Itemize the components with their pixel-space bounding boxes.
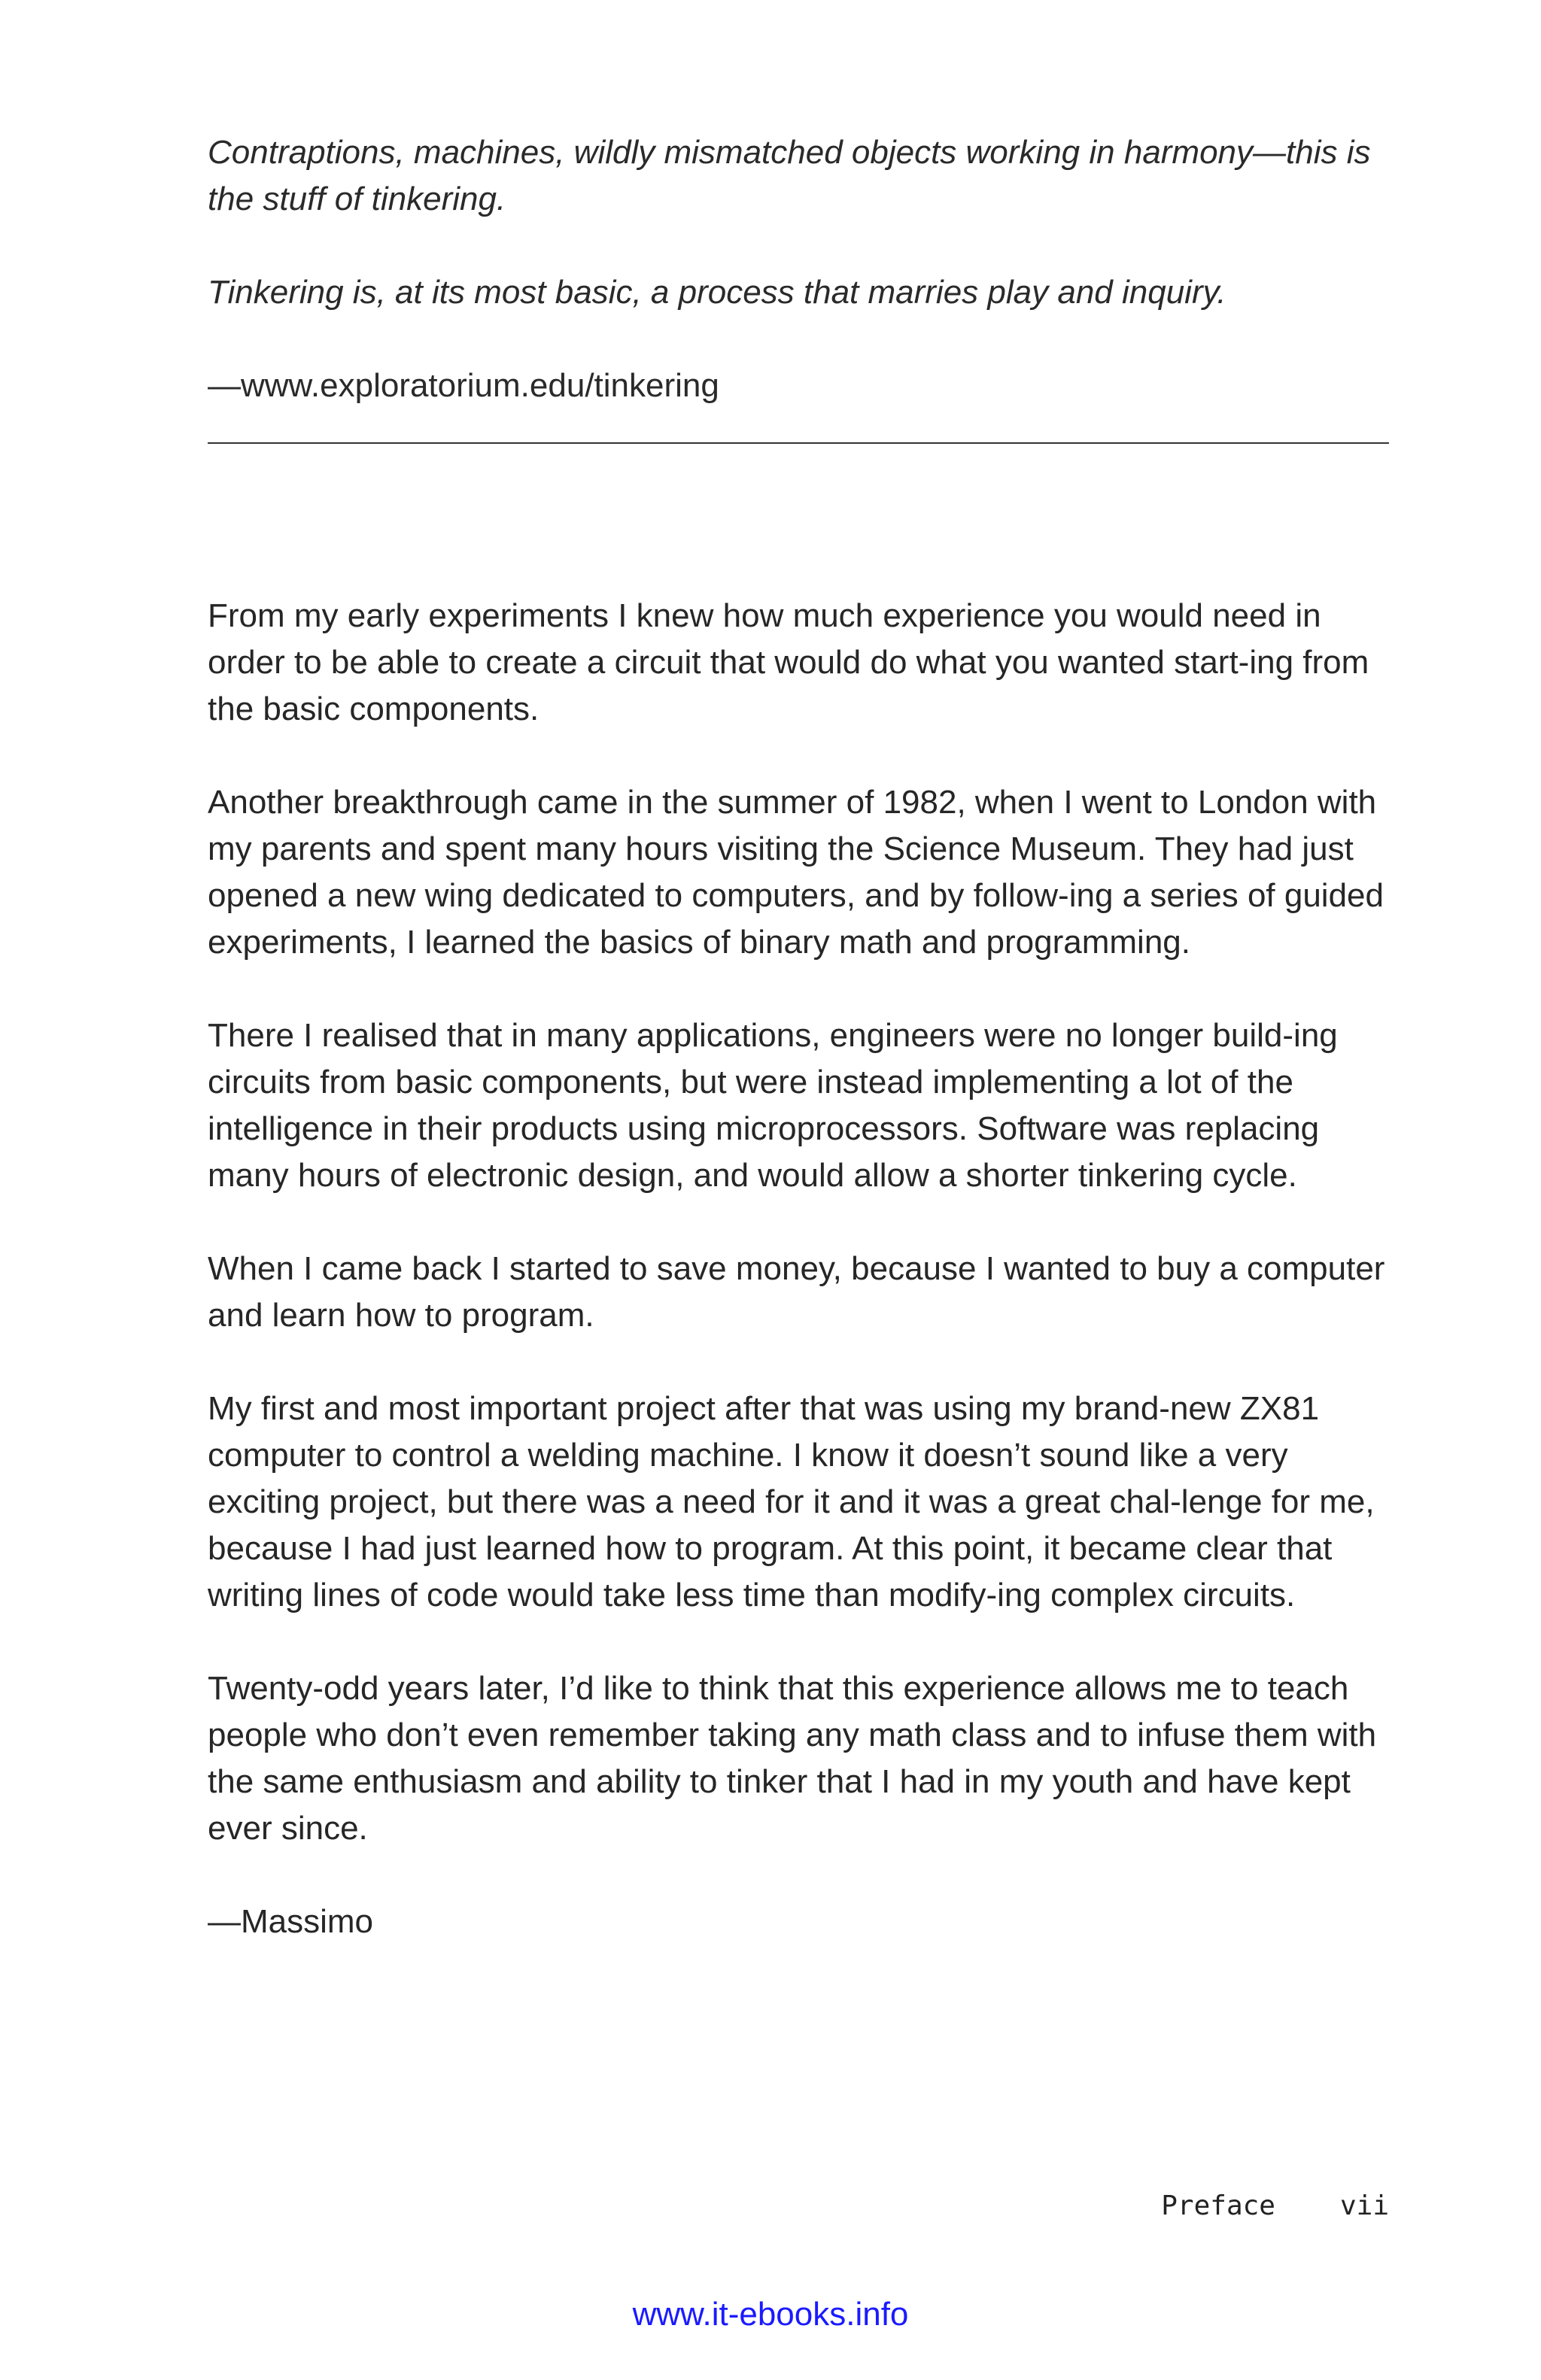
page-footer <box>1161 2190 1389 2221</box>
body-text <box>208 593 1389 1992</box>
paragraph: My first and most important project after that was using my brand-new ZX81 computer to control a welding machine. I know it doesn’t sound like a very exciting project, but there was a need for it and it was a great chal-lenge for me, because I had just learned how to program. At this point, it became clear that writing lines of code would take less time than modify-ing complex circuits. <box>208 1390 1375 1613</box>
paragraph: From my early experiments I knew how much experience you would need in order to be able to create a circuit that would do what you wanted start-ing from the basic components. <box>208 597 1369 727</box>
paragraph: When I came back I started to save money, because I wanted to buy a computer and learn how to program. <box>208 1250 1385 1334</box>
paragraph: Twenty-odd years later, I’d like to think that this experience allows me to teach people who don’t even remember taking any math class and to infuse them with the same enthusiasm and ability to tinker that I had in my youth and have kept ever since. <box>208 1670 1377 1847</box>
epigraph-line-1: Contraptions, machines, wildly mismatched objects working in harmony—this is the stuff of tinkering. <box>208 134 1371 217</box>
section-divider <box>208 442 1389 444</box>
page <box>208 0 1389 2380</box>
paragraph: There I realised that in many applications, engineers were no longer build-ing circuits from basic components, but were instead implementing a lot of the intelligence in their products using microprocessors. Software was replacing many hours of electronic design, and would allow a shorter tinkering cycle. <box>208 1017 1338 1194</box>
epigraph-line-2: Tinkering is, at its most basic, a process that marries play and inquiry. <box>208 274 1226 311</box>
watermark-link[interactable]: www.it-ebooks.info <box>632 2296 909 2333</box>
footer-page-number: vii <box>1339 2190 1389 2221</box>
epigraph-source: —www.exploratorium.edu/tinkering <box>208 367 719 404</box>
signature: —Massimo <box>208 1903 374 1940</box>
epigraph <box>208 129 1389 409</box>
paragraph: Another breakthrough came in the summer of 1982, when I went to London with my parents and spent many hours visiting the Science Museum. They had just opened a new wing dedicated to computers, and by follow-ing a series of guided experiments, I learned the basics of binary math and programming. <box>208 784 1384 961</box>
footer-section-name: Preface <box>1161 2190 1275 2221</box>
